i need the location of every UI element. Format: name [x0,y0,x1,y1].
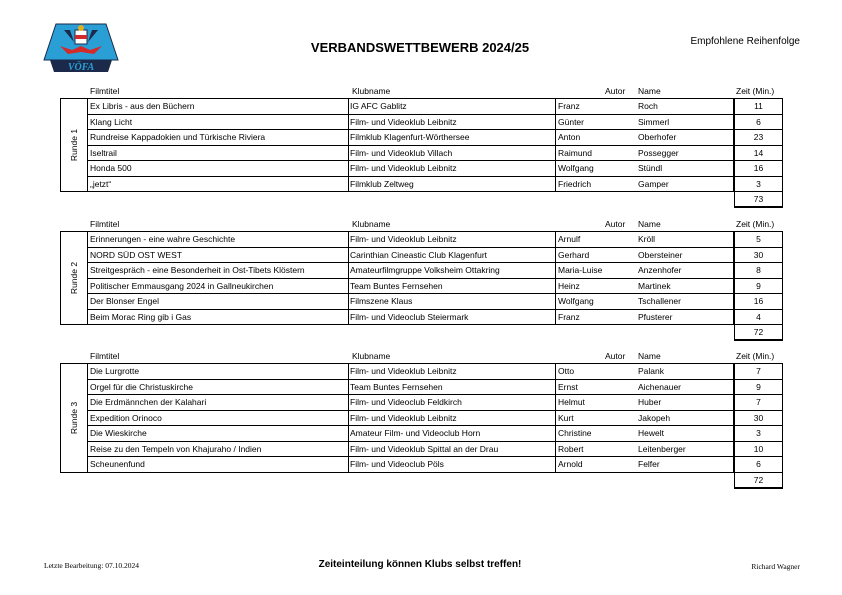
column-divider [555,161,556,176]
column-header-filmtitel: Filmtitel [90,219,120,229]
cell-klubname: Film- und Videoklub Villach [350,147,453,158]
cell-klubname: Film- und Videoklub Leibnitz [350,366,457,376]
round-table [60,98,734,192]
cell-filmtitel: Politischer Emmausgang 2024 in Gallneukirchen [90,280,274,291]
column-divider [555,395,556,410]
cell-autor: Kurt [558,412,574,423]
cell-zeit: 8 [734,263,783,279]
cell-autor: Anton [558,132,581,142]
round-section [60,351,783,485]
round-total: 73 [734,192,783,208]
column-divider [555,310,556,325]
cell-zeit: 7 [734,364,783,380]
table-row [88,232,734,248]
column-divider [348,426,349,441]
cell-filmtitel: Beim Morac Ring gib i Gas [90,311,192,322]
cell-filmtitel: Reise zu den Tempeln von Khajuraho / Indien [90,443,262,454]
table-row [88,310,734,326]
cell-autor: Raimund [558,147,593,158]
column-header-row [60,219,783,231]
cell-autor: Christine [558,428,592,438]
table-row [88,115,734,131]
cell-klubname: Carinthian Cineastic Club Klagenfurt [350,249,488,260]
cell-klubname: Film- und Videoclub Pöls [350,459,444,469]
column-divider [348,99,349,114]
column-divider [348,263,349,278]
column-header-autor: Autor [605,219,626,229]
cell-name: Oberhofer [638,132,677,142]
column-divider [348,279,349,294]
column-divider [348,364,349,379]
cell-autor: Heinz [558,280,580,291]
round-label: Runde 2 [69,261,79,295]
footer-notice: Zeiteinteilung können Klubs selbst treffen! [318,559,522,570]
cell-klubname: Film- und Videoklub Leibnitz [350,234,457,244]
column-divider [348,442,349,457]
cell-zeit: 6 [734,115,783,131]
cell-zeit: 30 [734,248,783,264]
table-row [88,380,734,396]
column-header-autor: Autor [605,86,626,96]
cell-klubname: Filmklub Zeltweg [350,178,414,189]
cell-zeit: 3 [734,177,783,193]
round-label-box [60,364,88,473]
cell-zeit: 10 [734,442,783,458]
cell-zeit: 9 [734,279,783,295]
column-header-klubname: Klubname [352,219,391,229]
cell-name: Stündl [638,163,663,173]
cell-name: Jakopeh [638,412,671,423]
column-header-autor: Autor [605,351,626,361]
cell-name: Gamper [638,178,669,189]
cell-name: Obersteiner [638,249,683,260]
cell-autor: Wolfgang [558,163,594,173]
column-header-name: Name [638,219,661,229]
cell-autor: Robert [558,443,584,454]
column-divider [348,161,349,176]
cell-zeit: 14 [734,146,783,162]
round-label-box [60,232,88,325]
table-row [88,177,734,193]
table-row [88,457,734,473]
cell-zeit: 7 [734,395,783,411]
cell-zeit: 30 [734,411,783,427]
cell-filmtitel: Streitgespräch - eine Besonderheit in Ost-Tibets Klöstern [90,265,305,275]
cell-filmtitel: Orgel für die Christuskirche [90,381,193,392]
cell-klubname: Film- und Videoklub Leibnitz [350,412,457,423]
table-row [88,263,734,279]
cell-name: Tschallener [638,296,681,306]
last-edited: Letzte Bearbeitung: 07.10.2024 [44,561,139,570]
cell-name: Aichenauer [638,381,682,392]
column-divider [348,395,349,410]
zeit-column [734,363,783,489]
cell-autor: Ernst [558,381,578,392]
cell-autor: Gerhard [558,249,590,260]
column-divider [348,411,349,426]
table-row [88,364,734,380]
column-divider [348,232,349,247]
cell-autor: Franz [558,311,580,322]
cell-name: Huber [638,397,662,407]
column-divider [555,294,556,309]
author-signature: Richard Wagner [751,562,800,571]
cell-zeit: 23 [734,130,783,146]
cell-filmtitel: Klang Licht [90,116,133,127]
column-divider [348,146,349,161]
round-label: Runde 1 [69,128,79,162]
cell-klubname: Film- und Videoclub Feldkirch [350,397,462,407]
cell-filmtitel: Die Lurgrotte [90,366,140,376]
column-header-name: Name [638,86,661,96]
cell-filmtitel: Ex Libris - aus den Büchern [90,101,195,111]
cell-name: Hewelt [638,428,664,438]
column-divider [555,115,556,130]
order-note: Empfohlene Reihenfolge [690,36,800,47]
column-divider [348,310,349,325]
zeit-column [734,98,783,208]
column-divider [555,364,556,379]
cell-filmtitel: NORD SÜD OST WEST [90,249,182,260]
column-header-zeit: Zeit (Min.) [736,351,775,361]
column-divider [555,130,556,145]
column-header-klubname: Klubname [352,351,391,361]
cell-filmtitel: Die Wieskirche [90,428,147,438]
cell-klubname: IG AFC Gablitz [350,101,407,111]
cell-name: Palank [638,366,664,376]
cell-filmtitel: „jetzt“ [90,178,112,189]
column-divider [555,99,556,114]
column-header-filmtitel: Filmtitel [90,86,120,96]
column-divider [348,380,349,395]
round-section [60,219,783,337]
round-section [60,86,783,204]
cell-name: Kröll [638,234,656,244]
column-header-filmtitel: Filmtitel [90,351,120,361]
cell-klubname: Film- und Videoklub Leibnitz [350,116,457,127]
cell-klubname: Filmklub Klagenfurt-Wörthersee [350,132,470,142]
cell-zeit: 16 [734,294,783,310]
table-row [88,294,734,310]
table-row [88,411,734,427]
column-divider [555,411,556,426]
table-row [88,248,734,264]
cell-zeit: 16 [734,161,783,177]
column-divider [348,177,349,192]
column-divider [555,232,556,247]
table-row [88,161,734,177]
cell-zeit: 3 [734,426,783,442]
round-total: 72 [734,325,783,341]
column-header-name: Name [638,351,661,361]
cell-name: Roch [638,101,658,111]
column-header-zeit: Zeit (Min.) [736,219,775,229]
zeit-column [734,231,783,341]
cell-klubname: Film- und Videoklub Spittal an der Drau [350,443,499,454]
cell-autor: Helmut [558,397,585,407]
cell-name: Felfer [638,459,660,469]
voefa-logo [42,20,120,76]
cell-name: Martinek [638,280,671,291]
cell-autor: Arnold [558,459,583,469]
cell-zeit: 11 [734,99,783,115]
cell-autor: Wolfgang [558,296,594,306]
cell-klubname: Filmszene Klaus [350,296,413,306]
column-divider [348,457,349,472]
cell-zeit: 6 [734,457,783,473]
column-divider [348,115,349,130]
cell-autor: Maria-Luise [558,265,603,275]
column-divider [555,426,556,441]
column-divider [555,442,556,457]
round-label-box [60,99,88,192]
table-row [88,442,734,458]
round-table [60,231,734,325]
table-row [88,146,734,162]
cell-filmtitel: Scheunenfund [90,459,145,469]
column-header-zeit: Zeit (Min.) [736,86,775,96]
table-row [88,130,734,146]
column-divider [348,294,349,309]
cell-name: Leitenberger [638,443,686,454]
column-divider [555,263,556,278]
cell-klubname: Team Buntes Fernsehen [350,280,443,291]
column-header-klubname: Klubname [352,86,391,96]
column-header-row [60,86,783,98]
cell-name: Pfusterer [638,311,673,322]
round-total: 72 [734,473,783,489]
table-row [88,99,734,115]
cell-klubname: Amateur Film- und Videoclub Horn [350,428,481,438]
cell-autor: Otto [558,366,575,376]
cell-zeit: 9 [734,380,783,396]
cell-autor: Günter [558,116,584,127]
column-divider [555,380,556,395]
cell-filmtitel: Expedition Orinoco [90,412,162,423]
cell-filmtitel: Rundreise Kappadokien und Türkische Riviera [90,132,266,142]
column-divider [555,177,556,192]
column-divider [555,279,556,294]
column-divider [555,457,556,472]
cell-zeit: 4 [734,310,783,326]
column-divider [348,248,349,263]
table-row [88,426,734,442]
column-divider [348,130,349,145]
cell-autor: Friedrich [558,178,592,189]
cell-name: Anzenhofer [638,265,682,275]
cell-filmtitel: Die Erdmännchen der Kalahari [90,397,207,407]
cell-zeit: 5 [734,232,783,248]
cell-klubname: Amateurfilmgruppe Volksheim Ottakring [350,265,500,275]
logo-text: VÖFA [67,62,95,73]
cell-filmtitel: Der Blonser Engel [90,296,159,306]
column-header-row [60,351,783,363]
table-row [88,279,734,295]
cell-klubname: Film- und Videoclub Steiermark [350,311,469,322]
cell-name: Simmerl [638,116,670,127]
cell-name: Possegger [638,147,679,158]
page-title: VERBANDSWETTBEWERB 2024/25 [310,40,530,55]
cell-autor: Arnulf [558,234,581,244]
cell-filmtitel: Honda 500 [90,163,132,173]
round-table [60,363,734,473]
table-row [88,395,734,411]
cell-autor: Franz [558,101,580,111]
column-divider [555,248,556,263]
cell-klubname: Team Buntes Fernsehen [350,381,443,392]
cell-filmtitel: Iseltrail [90,147,117,158]
column-divider [555,146,556,161]
cell-filmtitel: Erinnerungen - eine wahre Geschichte [90,234,236,244]
round-label: Runde 3 [69,401,79,434]
cell-klubname: Film- und Videoklub Leibnitz [350,163,457,173]
